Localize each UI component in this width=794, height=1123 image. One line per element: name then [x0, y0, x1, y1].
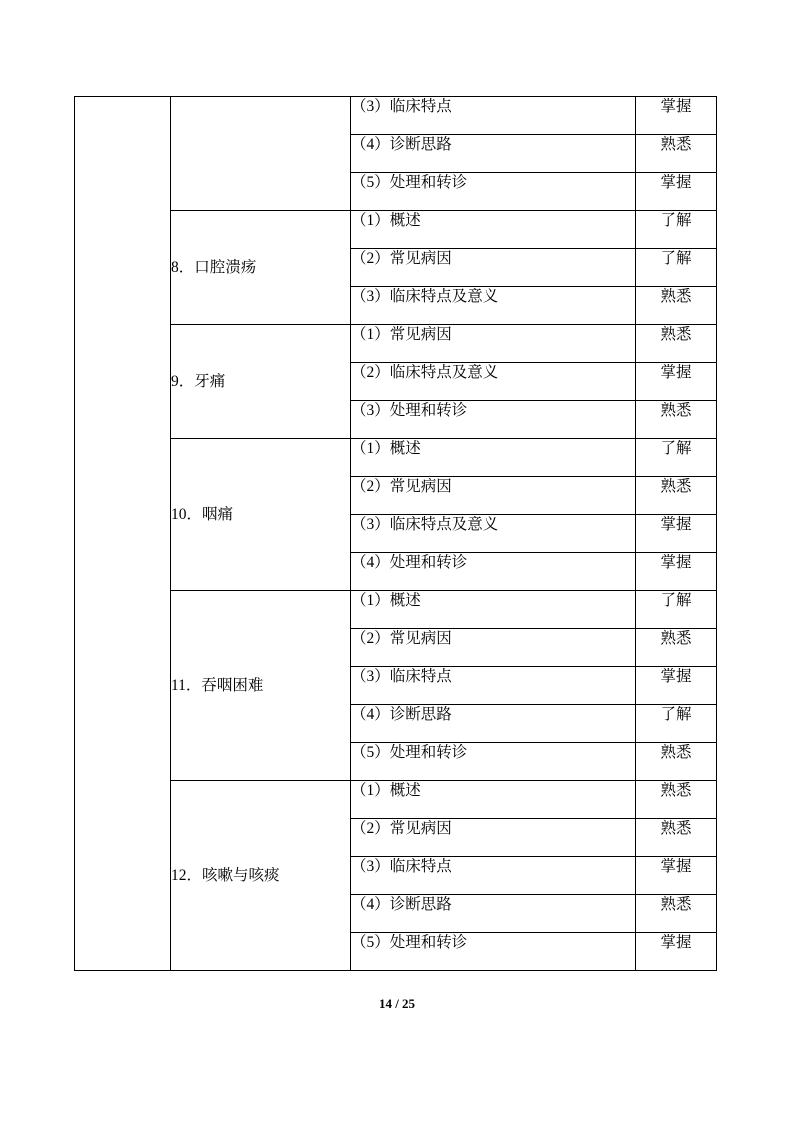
subitem-cell: （3）临床特点: [351, 857, 636, 895]
level-cell: 熟悉: [636, 781, 717, 819]
subitem-cell: （2）常见病因: [351, 477, 636, 515]
subitem-cell: （1）概述: [351, 439, 636, 477]
level-cell: 熟悉: [636, 895, 717, 933]
level-cell: 熟悉: [636, 477, 717, 515]
level-cell: 熟悉: [636, 401, 717, 439]
level-cell: 掌握: [636, 173, 717, 211]
level-cell: 熟悉: [636, 325, 717, 363]
subitem-cell: （4）诊断思路: [351, 135, 636, 173]
level-cell: 熟悉: [636, 743, 717, 781]
topic-cell: 10．咽痛: [171, 439, 351, 591]
table-row: [75, 591, 717, 629]
topic-cell: 9．牙痛: [171, 325, 351, 439]
subitem-cell: （1）常见病因: [351, 325, 636, 363]
subitem-cell: （2）临床特点及意义: [351, 363, 636, 401]
subitem-cell: （3）临床特点: [351, 667, 636, 705]
subitem-cell: （4）诊断思路: [351, 705, 636, 743]
subitem-cell: （2）常见病因: [351, 819, 636, 857]
subitem-cell: （4）处理和转诊: [351, 553, 636, 591]
level-cell: 了解: [636, 439, 717, 477]
subitem-cell: （1）概述: [351, 591, 636, 629]
subitem-cell: （1）概述: [351, 211, 636, 249]
subitem-cell: （2）常见病因: [351, 249, 636, 287]
subitem-cell: （4）诊断思路: [351, 895, 636, 933]
topic-cell: 11．吞咽困难: [171, 591, 351, 781]
level-cell: 掌握: [636, 97, 717, 135]
level-cell: 掌握: [636, 857, 717, 895]
subitem-cell: （1）概述: [351, 781, 636, 819]
level-cell: 掌握: [636, 667, 717, 705]
table-row: [75, 781, 717, 819]
level-cell: 熟悉: [636, 135, 717, 173]
subitem-cell: （3）临床特点及意义: [351, 287, 636, 325]
subitem-cell: （3）临床特点: [351, 97, 636, 135]
level-cell: 熟悉: [636, 287, 717, 325]
syllabus-table: [74, 96, 717, 971]
level-cell: 熟悉: [636, 819, 717, 857]
topic-cell: [171, 97, 351, 211]
table-row: [75, 325, 717, 363]
subitem-cell: （3）处理和转诊: [351, 401, 636, 439]
level-cell: 了解: [636, 211, 717, 249]
table-row: [75, 211, 717, 249]
page-number: 14 / 25: [378, 996, 416, 1011]
subitem-cell: （5）处理和转诊: [351, 933, 636, 971]
subitem-cell: （2）常见病因: [351, 629, 636, 667]
level-cell: 掌握: [636, 933, 717, 971]
table-row: [75, 97, 717, 135]
level-cell: 熟悉: [636, 629, 717, 667]
table-row: [75, 439, 717, 477]
level-cell: 掌握: [636, 553, 717, 591]
topic-cell: 12．咳嗽与咳痰: [171, 781, 351, 971]
topic-cell: 8．口腔溃疡: [171, 211, 351, 325]
level-cell: 了解: [636, 249, 717, 287]
level-cell: 掌握: [636, 363, 717, 401]
level-cell: 掌握: [636, 515, 717, 553]
merged-left-cell: [75, 97, 171, 971]
level-cell: 了解: [636, 591, 717, 629]
subitem-cell: （3）临床特点及意义: [351, 515, 636, 553]
level-cell: 了解: [636, 705, 717, 743]
subitem-cell: （5）处理和转诊: [351, 743, 636, 781]
subitem-cell: （5）处理和转诊: [351, 173, 636, 211]
